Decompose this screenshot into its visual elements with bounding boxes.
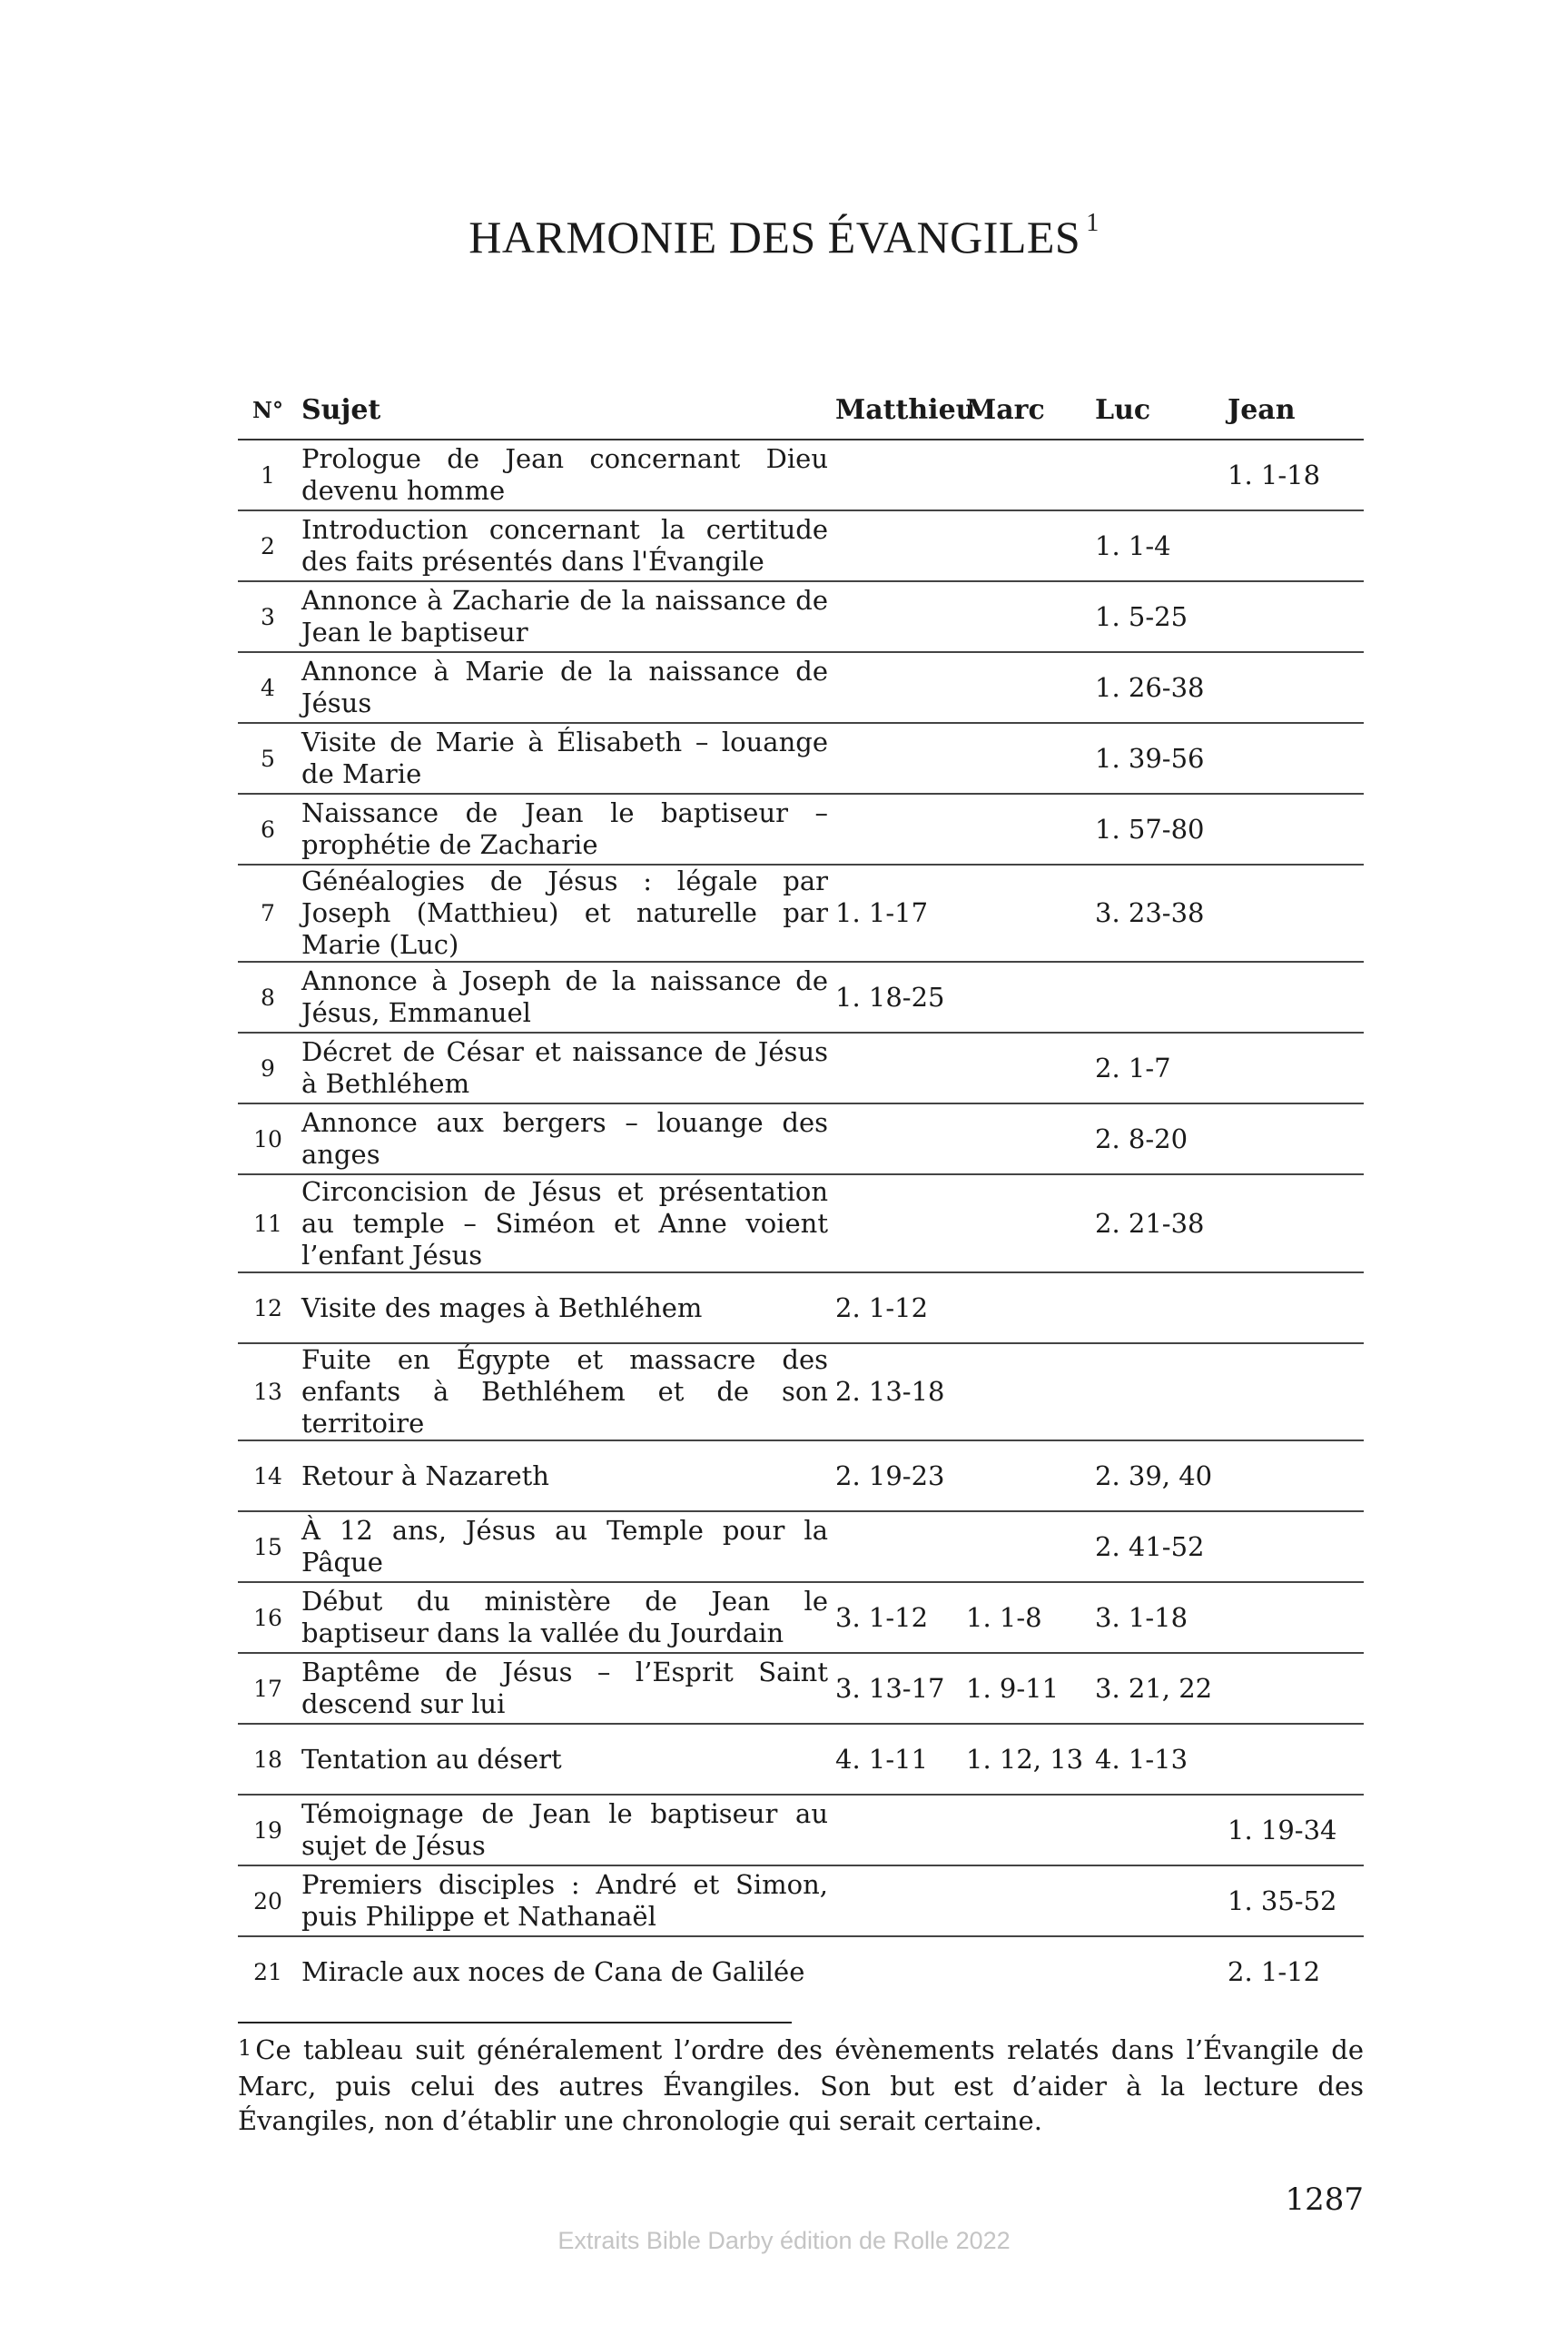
row-ref-john	[1224, 794, 1364, 865]
footnote-separator	[238, 2022, 792, 2023]
row-subject: Introduction concernant la certitude des faits présentés dans l'Évangile	[298, 510, 832, 581]
table-row	[238, 652, 1364, 723]
table-row	[238, 1440, 1364, 1511]
table-row	[238, 723, 1364, 794]
row-number: 19	[238, 1795, 298, 1865]
row-ref-luke: 2. 41-52	[1091, 1511, 1224, 1582]
table-row	[238, 1343, 1364, 1440]
row-ref-john	[1224, 1440, 1364, 1511]
row-subject: Fuite en Égypte et massacre des enfants à Bethléhem et de son territoire	[298, 1343, 832, 1440]
row-number: 16	[238, 1582, 298, 1653]
row-number: 4	[238, 652, 298, 723]
row-ref-luke: 2. 21-38	[1091, 1174, 1224, 1272]
row-subject: Début du ministère de Jean le baptiseur dans la vallée du Jourdain	[298, 1582, 832, 1653]
table-row	[238, 1936, 1364, 2007]
row-subject: Prologue de Jean concernant Dieu devenu homme	[298, 440, 832, 510]
row-number: 3	[238, 581, 298, 652]
row-ref-luke: 1. 57-80	[1091, 794, 1224, 865]
row-ref-luke: 1. 39-56	[1091, 723, 1224, 794]
row-ref-mark	[962, 1440, 1091, 1511]
row-ref-matthew: 4. 1-11	[832, 1724, 962, 1795]
row-number: 12	[238, 1272, 298, 1343]
table-row	[238, 440, 1364, 510]
row-ref-mark: 1. 9-11	[962, 1653, 1091, 1724]
row-ref-matthew: 2. 19-23	[832, 1440, 962, 1511]
row-subject: Circoncision de Jésus et présentation au temple – Siméon et Anne voient l’enfant Jésus	[298, 1174, 832, 1272]
row-subject: Retour à Nazareth	[298, 1440, 832, 1511]
row-subject: Naissance de Jean le baptiseur – prophétie de Zacharie	[298, 794, 832, 865]
row-ref-matthew	[832, 1795, 962, 1865]
row-ref-mark	[962, 1174, 1091, 1272]
footnote-marker: 1	[238, 2035, 252, 2061]
row-ref-john	[1224, 865, 1364, 962]
row-ref-matthew	[832, 1865, 962, 1936]
row-number: 9	[238, 1033, 298, 1103]
table-row	[238, 1103, 1364, 1174]
table-body	[238, 440, 1364, 2007]
header-john: Jean	[1224, 378, 1364, 440]
header-row	[238, 378, 1364, 440]
row-ref-john	[1224, 581, 1364, 652]
row-ref-luke: 2. 39, 40	[1091, 1440, 1224, 1511]
row-ref-mark	[962, 1936, 1091, 2007]
table-row	[238, 962, 1364, 1033]
row-subject: À 12 ans, Jésus au Temple pour la Pâque	[298, 1511, 832, 1582]
row-ref-john	[1224, 1724, 1364, 1795]
table-row	[238, 1174, 1364, 1272]
row-ref-john: 1. 19-34	[1224, 1795, 1364, 1865]
row-subject: Annonce à Marie de la naissance de Jésus	[298, 652, 832, 723]
row-ref-matthew	[832, 1033, 962, 1103]
row-ref-luke: 2. 8-20	[1091, 1103, 1224, 1174]
row-ref-luke	[1091, 962, 1224, 1033]
row-number: 18	[238, 1724, 298, 1795]
row-ref-mark	[962, 652, 1091, 723]
row-ref-matthew	[832, 1936, 962, 2007]
row-ref-matthew	[832, 581, 962, 652]
table-row	[238, 1653, 1364, 1724]
row-ref-luke: 3. 21, 22	[1091, 1653, 1224, 1724]
table-row	[238, 1724, 1364, 1795]
row-ref-john	[1224, 1174, 1364, 1272]
harmony-table	[238, 378, 1364, 2007]
row-ref-matthew: 2. 13-18	[832, 1343, 962, 1440]
row-ref-mark	[962, 723, 1091, 794]
row-ref-john	[1224, 723, 1364, 794]
row-subject: Miracle aux noces de Cana de Galilée	[301, 1956, 805, 1987]
footnote	[238, 2033, 1364, 2138]
row-ref-mark	[962, 865, 1091, 962]
row-ref-mark: 1. 1-8	[962, 1582, 1091, 1653]
row-number: 1	[238, 440, 298, 510]
row-ref-matthew	[832, 440, 962, 510]
row-number: 5	[238, 723, 298, 794]
row-ref-luke: 1. 26-38	[1091, 652, 1224, 723]
row-ref-matthew	[832, 510, 962, 581]
row-subject: Annonce à Joseph de la naissance de Jésus, Emmanuel	[298, 962, 832, 1033]
row-ref-john	[1224, 1582, 1364, 1653]
row-number: 11	[238, 1174, 298, 1272]
row-ref-matthew	[832, 723, 962, 794]
row-ref-matthew	[832, 1174, 962, 1272]
row-ref-john	[1224, 510, 1364, 581]
row-ref-matthew	[832, 1103, 962, 1174]
table-row	[238, 1795, 1364, 1865]
header-luke: Luc	[1091, 378, 1224, 440]
row-subject: Baptême de Jésus – l’Esprit Saint descend sur lui	[298, 1653, 832, 1724]
row-ref-mark	[962, 581, 1091, 652]
footnote-text: Ce tableau suit généralement l’ordre des évènements relatés dans l’Évangile de Marc, puis celui des autres Évangiles. Son but est d’aider à la lecture des Évangiles, non d’établir une chronologie qui serait certaine.	[238, 2034, 1364, 2136]
row-ref-matthew: 1. 1-17	[832, 865, 962, 962]
row-ref-matthew	[832, 1511, 962, 1582]
row-number: 21	[253, 1959, 282, 1985]
page-title-text: HARMONIE DES ÉVANGILES	[468, 212, 1081, 262]
row-ref-john	[1224, 652, 1364, 723]
table-row	[238, 510, 1364, 581]
row-ref-matthew	[832, 794, 962, 865]
row-number: 10	[238, 1103, 298, 1174]
row-number: 6	[238, 794, 298, 865]
row-subject: Généalogies de Jésus : légale par Joseph (Matthieu) et naturelle par Marie (Luc)	[298, 865, 832, 962]
row-number: 20	[238, 1865, 298, 1936]
row-subject: Visite de Marie à Élisabeth – louange de Marie	[298, 723, 832, 794]
table-row	[238, 1033, 1364, 1103]
row-ref-john: 1. 35-52	[1224, 1865, 1364, 1936]
row-number: 8	[238, 962, 298, 1033]
row-ref-mark	[962, 1511, 1091, 1582]
table-row	[238, 581, 1364, 652]
row-ref-luke: 3. 1-18	[1091, 1582, 1224, 1653]
row-ref-john: 1. 1-18	[1224, 440, 1364, 510]
table-row	[238, 1865, 1364, 1936]
row-ref-luke: 1. 5-25	[1091, 581, 1224, 652]
row-number: 17	[238, 1653, 298, 1724]
row-subject: Annonce aux bergers – louange des anges	[298, 1103, 832, 1174]
table-row	[238, 794, 1364, 865]
row-ref-mark	[962, 440, 1091, 510]
row-ref-matthew: 3. 13-17	[832, 1653, 962, 1724]
row-ref-luke: 4. 1-13	[1091, 1724, 1224, 1795]
row-number: 7	[238, 865, 298, 962]
row-ref-john	[1224, 962, 1364, 1033]
table-row	[238, 865, 1364, 962]
row-ref-luke: 1. 1-4	[1091, 510, 1224, 581]
row-number: 15	[238, 1511, 298, 1582]
row-ref-luke: 3. 23-38	[1091, 865, 1224, 962]
row-subject: Tentation au désert	[298, 1724, 832, 1795]
watermark: Extraits Bible Darby édition de Rolle 2022	[557, 2227, 1011, 2254]
row-subject: Annonce à Zacharie de la naissance de Jean le baptiseur	[298, 581, 832, 652]
row-ref-luke: 2. 1-7	[1091, 1033, 1224, 1103]
row-ref-mark	[962, 794, 1091, 865]
row-ref-mark	[962, 1865, 1091, 1936]
row-ref-luke	[1091, 1795, 1224, 1865]
page-number: 1287	[1285, 2182, 1364, 2218]
row-ref-mark	[962, 510, 1091, 581]
row-ref-mark	[962, 1103, 1091, 1174]
header-mark: Marc	[962, 378, 1091, 440]
table-row	[238, 1582, 1364, 1653]
row-ref-matthew	[832, 652, 962, 723]
row-ref-luke	[1091, 1936, 1224, 2007]
row-ref-mark	[962, 1343, 1091, 1440]
row-ref-mark: 1. 12, 13	[962, 1724, 1091, 1795]
page-title	[0, 211, 1568, 263]
row-ref-luke	[1091, 1343, 1224, 1440]
row-ref-john	[1224, 1272, 1364, 1343]
row-ref-mark	[962, 1033, 1091, 1103]
row-subject: Visite des mages à Bethléhem	[298, 1272, 832, 1343]
row-ref-mark	[962, 1795, 1091, 1865]
header-matthew: Matthieu	[832, 378, 962, 440]
table-row	[238, 1511, 1364, 1582]
row-number: 14	[238, 1440, 298, 1511]
row-ref-luke	[1091, 440, 1224, 510]
table-header	[238, 378, 1364, 440]
row-ref-john	[1224, 1343, 1364, 1440]
title-footnote-marker: 1	[1086, 209, 1100, 238]
row-ref-john: 2. 1-12	[1228, 1956, 1321, 1987]
header-number: N°	[238, 378, 298, 440]
row-ref-john	[1224, 1103, 1364, 1174]
row-ref-john	[1224, 1653, 1364, 1724]
row-ref-luke	[1091, 1865, 1224, 1936]
row-ref-matthew: 2. 1-12	[832, 1272, 962, 1343]
row-ref-john	[1224, 1033, 1364, 1103]
row-subject: Décret de César et naissance de Jésus à Bethléhem	[298, 1033, 832, 1103]
row-subject: Témoignage de Jean le baptiseur au sujet de Jésus	[298, 1795, 832, 1865]
row-ref-john	[1224, 1511, 1364, 1582]
row-ref-matthew: 3. 1-12	[832, 1582, 962, 1653]
row-number: 2	[238, 510, 298, 581]
row-number: 13	[238, 1343, 298, 1440]
row-ref-mark	[962, 962, 1091, 1033]
row-ref-luke	[1091, 1272, 1224, 1343]
row-ref-matthew: 1. 18-25	[832, 962, 962, 1033]
row-ref-mark	[962, 1272, 1091, 1343]
header-subject: Sujet	[298, 378, 832, 440]
row-subject: Premiers disciples : André et Simon, puis Philippe et Nathanaël	[298, 1865, 832, 1936]
table-row	[238, 1272, 1364, 1343]
